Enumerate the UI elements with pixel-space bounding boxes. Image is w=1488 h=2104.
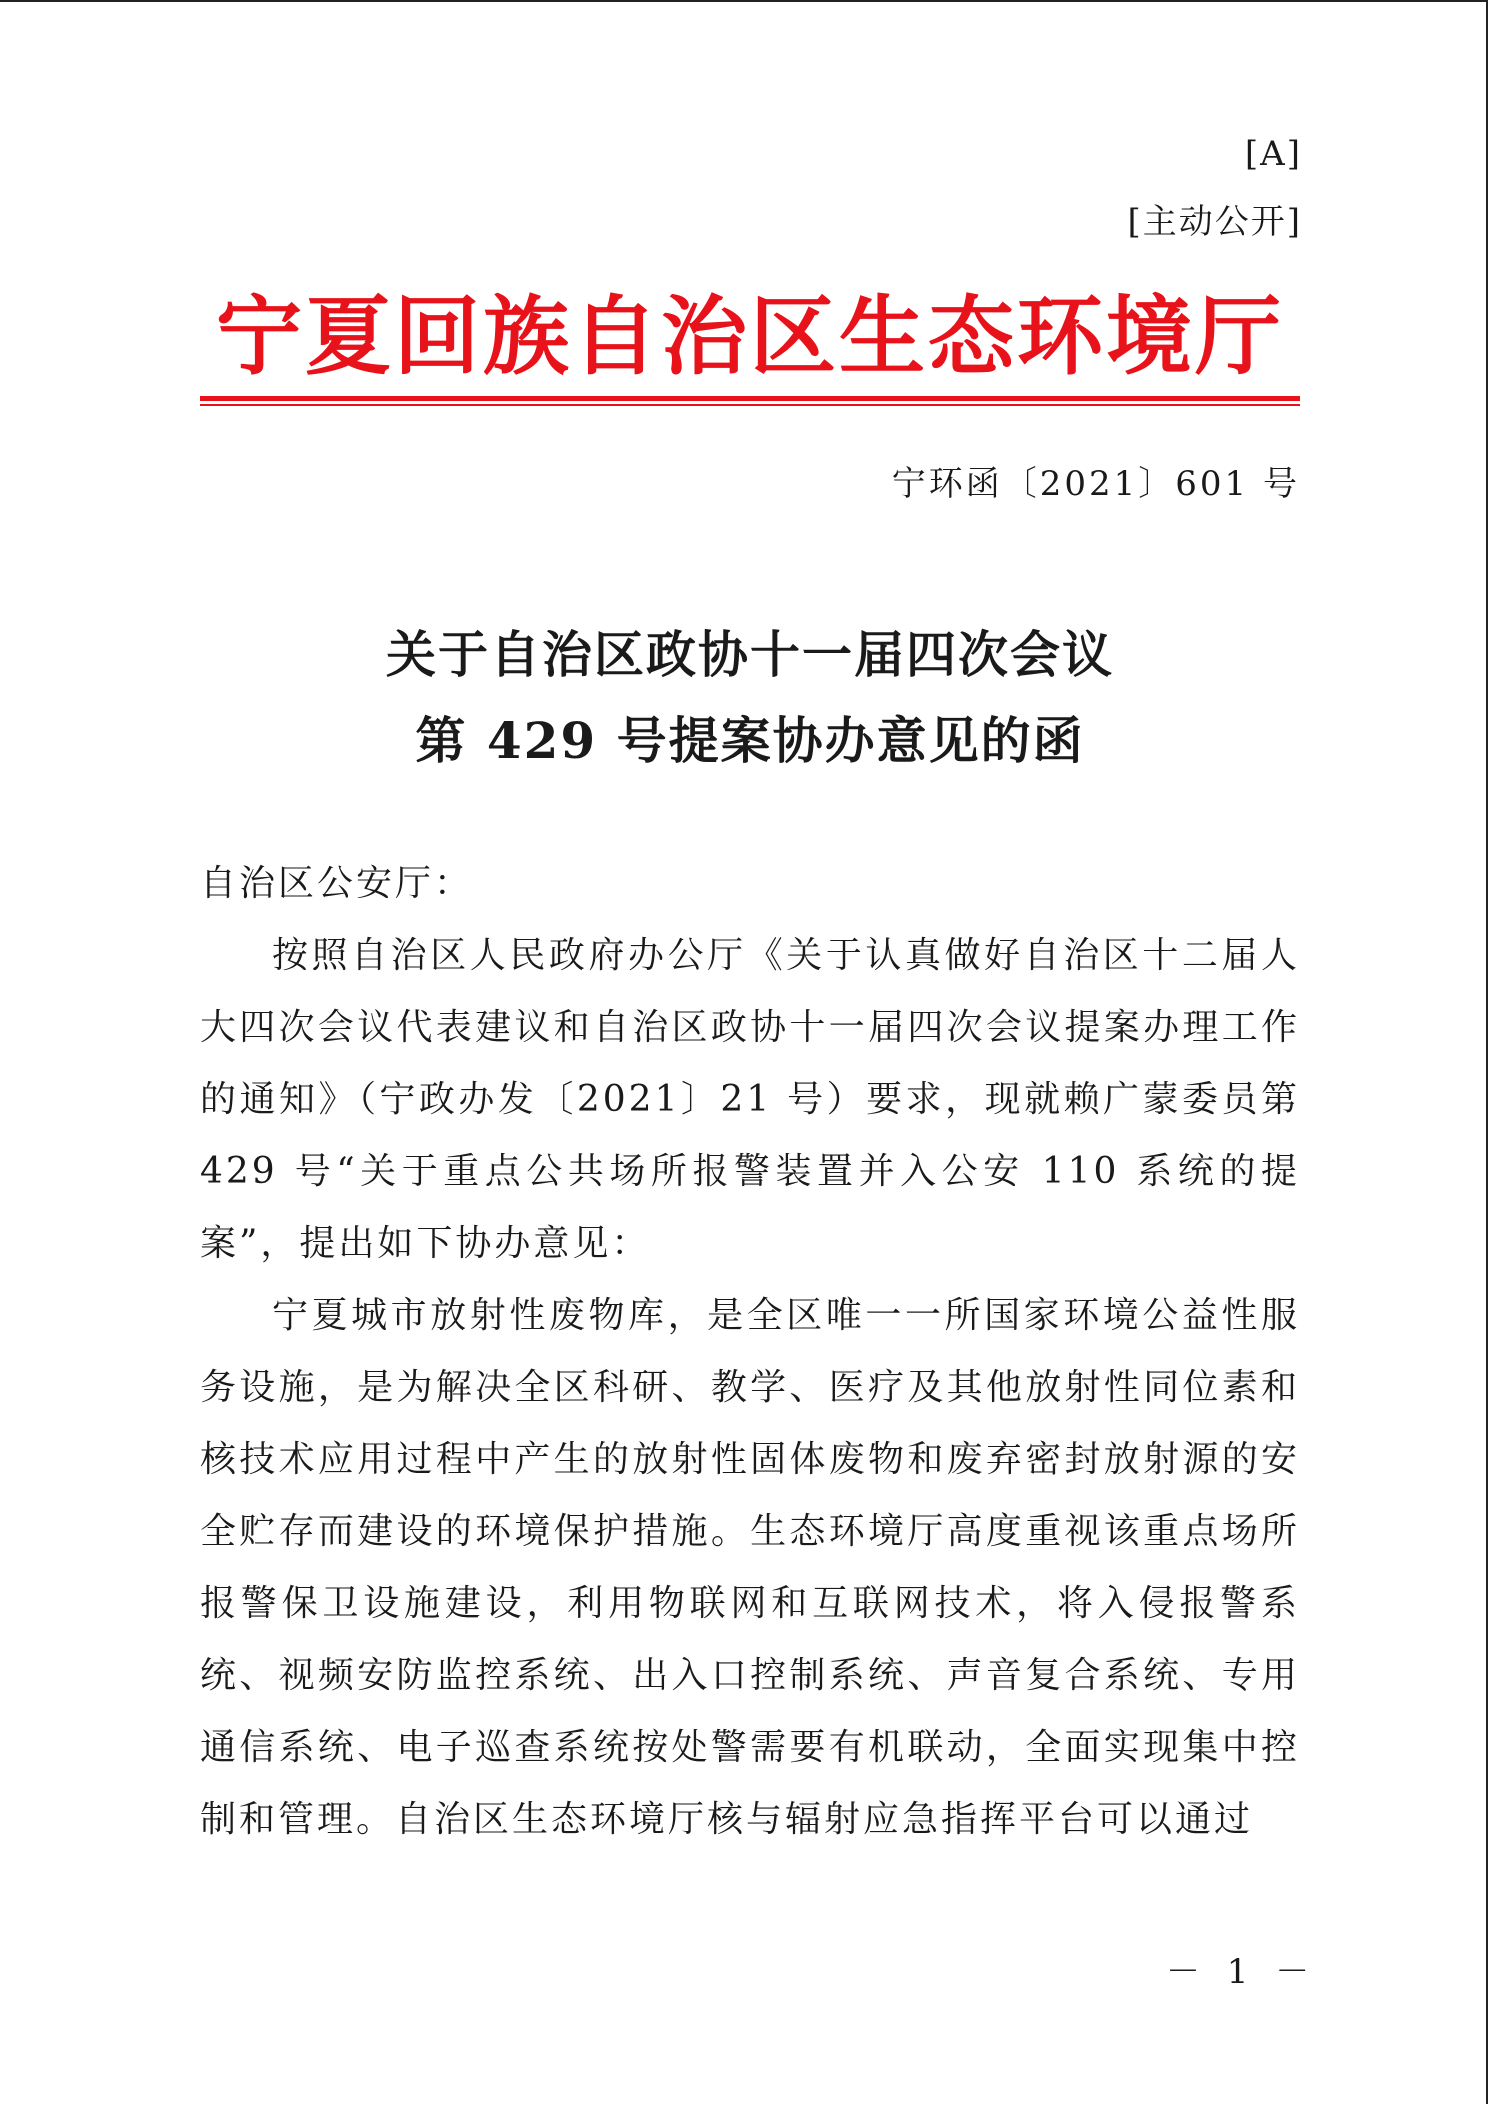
masthead-red-rule — [200, 396, 1300, 401]
disclosure-mark: [主动公开] — [1127, 202, 1302, 242]
title-line-1: 关于自治区政协十一届四次会议 — [386, 625, 1114, 684]
body-paragraph-1: 按照自治区人民政府办公厅《关于认真做好自治区十二届人大四次会议代表建议和自治区政协十一届四次会议提案办理工作的通知》（宁政办发〔2021〕21 号）要求，现就赖广蒙委员第 429 号“关于重点公共场所报警装置并入公安 110 系统的提案”，提出如下协办意见： — [200, 935, 1300, 1264]
salutation: 自治区公安厅： — [200, 863, 474, 904]
classification-mark: [A] — [1244, 134, 1302, 174]
page-number: － 1 － — [1166, 1952, 1318, 1992]
organization-masthead: 宁夏回族自治区生态环境厅 — [216, 286, 1284, 387]
document-title — [200, 612, 1300, 784]
scan-border-top — [0, 0, 1488, 2]
title-line-2: 第 429 号提案协办意见的函 — [415, 711, 1085, 770]
masthead-red-rule-thin — [200, 404, 1300, 406]
document-number: 宁环函〔2021〕601 号 — [891, 464, 1300, 504]
body-paragraph-2: 宁夏城市放射性废物库，是全区唯一一所国家环境公益性服务设施，是为解决全区科研、教学、医疗及其他放射性同位素和核技术应用过程中产生的放射性固体废物和废弃密封放射源的安全贮存而建设的环境保护措施。生态环境厅高度重视该重点场所报警保卫设施建设，利用物联网和互联网技术，将入侵报警系统、视频安防监控系统、出入口控制系统、声音复合系统、专用通信系统、电子巡查系统按处警需要有机联动，全面实现集中控制和管理。自治区生态环境厅核与辐射应急指挥平台可以通过 — [200, 1295, 1300, 1840]
document-body — [200, 848, 1300, 1856]
